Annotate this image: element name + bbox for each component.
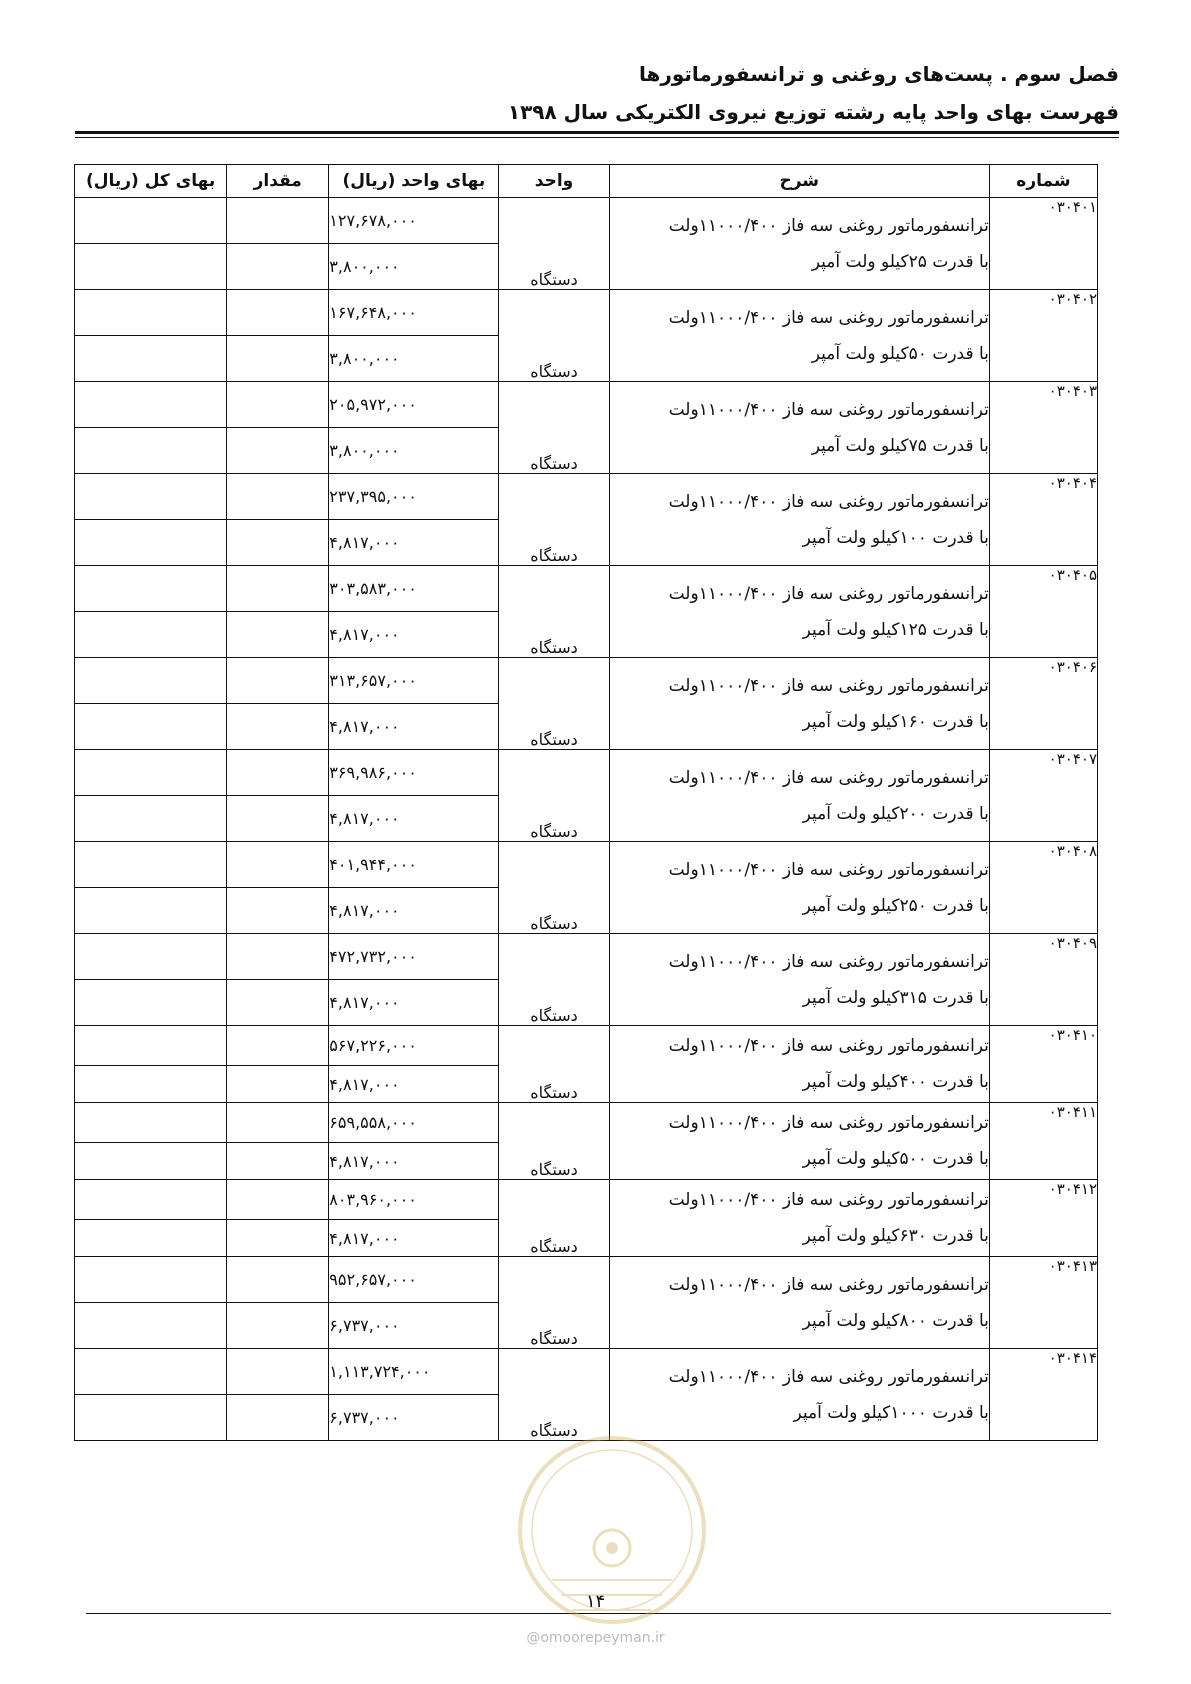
table-row	[75, 750, 1098, 796]
unit-price-supply: ۵۶۷,۲۲۶,۰۰۰	[329, 1026, 499, 1066]
table-row	[75, 566, 1098, 612]
item-number: ۰۳۰۴۱۴	[989, 1349, 1097, 1441]
total-price-cell	[75, 1257, 227, 1303]
item-unit: دستگاه	[499, 1349, 609, 1441]
item-description	[609, 198, 989, 290]
table-row	[75, 1257, 1098, 1303]
item-unit: دستگاه	[499, 934, 609, 1026]
description-line-2: با قدرت ۱۰۰کیلو ولت آمپر	[802, 527, 989, 548]
item-unit: دستگاه	[499, 750, 609, 842]
quantity-cell	[227, 474, 329, 520]
table-row	[75, 1103, 1098, 1143]
item-number: ۰۳۰۴۱۳	[989, 1257, 1097, 1349]
table-row	[75, 198, 1098, 244]
table-row	[75, 290, 1098, 336]
description-line-2: با قدرت ۳۱۵کیلو ولت آمپر	[802, 987, 989, 1008]
quantity-cell	[227, 1066, 329, 1103]
unit-price-install: ۶,۷۳۷,۰۰۰	[329, 1303, 499, 1349]
description-line-1: ترانسفورماتور روغنی سه فاز ۱۱۰۰۰/۴۰۰ولت	[668, 675, 989, 696]
watermark-logo	[512, 1430, 712, 1630]
quantity-cell	[227, 842, 329, 888]
description-line-2: با قدرت ۱۰۰۰کیلو ولت آمپر	[793, 1402, 989, 1423]
col-header-number: شماره	[989, 165, 1097, 198]
item-description	[609, 1103, 989, 1180]
item-unit: دستگاه	[499, 1180, 609, 1257]
unit-price-supply: ۴۰۱,۹۴۴,۰۰۰	[329, 842, 499, 888]
header-rule-thick	[75, 131, 1119, 134]
item-description	[609, 290, 989, 382]
item-description	[609, 1257, 989, 1349]
quantity-cell	[227, 750, 329, 796]
description-line-2: با قدرت ۵۰کیلو ولت آمپر	[811, 343, 989, 364]
unit-price-install: ۴,۸۱۷,۰۰۰	[329, 1066, 499, 1103]
unit-price-install: ۳,۸۰۰,۰۰۰	[329, 244, 499, 290]
table-body	[75, 198, 1098, 1441]
total-price-cell	[75, 566, 227, 612]
description-line-1: ترانسفورماتور روغنی سه فاز ۱۱۰۰۰/۴۰۰ولت	[668, 1190, 989, 1210]
unit-price-supply: ۶۵۹,۵۵۸,۰۰۰	[329, 1103, 499, 1143]
item-unit: دستگاه	[499, 382, 609, 474]
quantity-cell	[227, 1103, 329, 1143]
item-number: ۰۳۰۴۰۹	[989, 934, 1097, 1026]
table-row	[75, 1180, 1098, 1220]
total-price-cell	[75, 658, 227, 704]
total-price-cell	[75, 382, 227, 428]
price-table	[74, 164, 1098, 1441]
unit-price-install: ۴,۸۱۷,۰۰۰	[329, 980, 499, 1026]
unit-price-install: ۴,۸۱۷,۰۰۰	[329, 1143, 499, 1180]
quantity-cell	[227, 336, 329, 382]
item-number: ۰۳۰۴۰۴	[989, 474, 1097, 566]
table-row	[75, 658, 1098, 704]
description-line-2: با قدرت ۷۵کیلو ولت آمپر	[811, 435, 989, 456]
item-number: ۰۳۰۴۰۶	[989, 658, 1097, 750]
unit-price-install: ۴,۸۱۷,۰۰۰	[329, 888, 499, 934]
total-price-cell	[75, 750, 227, 796]
total-price-cell	[75, 1103, 227, 1143]
unit-price-supply: ۳۰۳,۵۸۳,۰۰۰	[329, 566, 499, 612]
description-line-2: با قدرت ۱۶۰کیلو ولت آمپر	[802, 711, 989, 732]
item-description	[609, 658, 989, 750]
quantity-cell	[227, 428, 329, 474]
quantity-cell	[227, 1257, 329, 1303]
quantity-cell	[227, 888, 329, 934]
total-price-cell	[75, 520, 227, 566]
description-line-1: ترانسفورماتور روغنی سه فاز ۱۱۰۰۰/۴۰۰ولت	[668, 1113, 989, 1133]
unit-price-install: ۴,۸۱۷,۰۰۰	[329, 796, 499, 842]
description-line-2: با قدرت ۲۰۰کیلو ولت آمپر	[802, 803, 989, 824]
description-line-1: ترانسفورماتور روغنی سه فاز ۱۱۰۰۰/۴۰۰ولت	[668, 859, 989, 880]
item-unit: دستگاه	[499, 474, 609, 566]
item-number: ۰۳۰۴۰۵	[989, 566, 1097, 658]
description-line-1: ترانسفورماتور روغنی سه فاز ۱۱۰۰۰/۴۰۰ولت	[668, 491, 989, 512]
unit-price-supply: ۱,۱۱۳,۷۲۴,۰۰۰	[329, 1349, 499, 1395]
item-number: ۰۳۰۴۰۳	[989, 382, 1097, 474]
quantity-cell	[227, 1180, 329, 1220]
total-price-cell	[75, 888, 227, 934]
table-row	[75, 474, 1098, 520]
unit-price-supply: ۱۲۷,۶۷۸,۰۰۰	[329, 198, 499, 244]
col-header-quantity: مقدار	[227, 165, 329, 198]
item-number: ۰۳۰۴۰۷	[989, 750, 1097, 842]
price-list-title: فهرست بهای واحد پایه رشته توزیع نیروی الکتریکی سال ۱۳۹۸	[507, 100, 1119, 124]
total-price-cell	[75, 1066, 227, 1103]
quantity-cell	[227, 1395, 329, 1441]
item-unit: دستگاه	[499, 198, 609, 290]
unit-price-supply: ۲۰۵,۹۷۲,۰۰۰	[329, 382, 499, 428]
item-description	[609, 1180, 989, 1257]
col-header-total-price: بهای کل (ریال)	[75, 165, 227, 198]
item-number: ۰۳۰۴۰۸	[989, 842, 1097, 934]
item-description	[609, 1026, 989, 1103]
description-line-2: با قدرت ۶۳۰کیلو ولت آمپر	[802, 1226, 989, 1246]
item-description	[609, 474, 989, 566]
unit-price-supply: ۳۶۹,۹۸۶,۰۰۰	[329, 750, 499, 796]
table-row	[75, 1349, 1098, 1395]
item-unit: دستگاه	[499, 842, 609, 934]
description-line-1: ترانسفورماتور روغنی سه فاز ۱۱۰۰۰/۴۰۰ولت	[668, 215, 989, 236]
description-line-1: ترانسفورماتور روغنی سه فاز ۱۱۰۰۰/۴۰۰ولت	[668, 1366, 989, 1387]
total-price-cell	[75, 612, 227, 658]
total-price-cell	[75, 1395, 227, 1441]
quantity-cell	[227, 1303, 329, 1349]
unit-price-install: ۴,۸۱۷,۰۰۰	[329, 520, 499, 566]
total-price-cell	[75, 1026, 227, 1066]
site-url: @omoorepeyman.ir	[526, 1630, 665, 1646]
description-line-2: با قدرت ۴۰۰کیلو ولت آمپر	[802, 1072, 989, 1092]
quantity-cell	[227, 658, 329, 704]
unit-price-install: ۴,۸۱۷,۰۰۰	[329, 1220, 499, 1257]
total-price-cell	[75, 934, 227, 980]
description-line-2: با قدرت ۲۵۰کیلو ولت آمپر	[802, 895, 989, 916]
col-header-description: شرح	[609, 165, 989, 198]
table-row	[75, 842, 1098, 888]
col-header-unit: واحد	[499, 165, 609, 198]
quantity-cell	[227, 612, 329, 658]
total-price-cell	[75, 1349, 227, 1395]
total-price-cell	[75, 336, 227, 382]
item-unit: دستگاه	[499, 1257, 609, 1349]
unit-price-install: ۶,۷۳۷,۰۰۰	[329, 1395, 499, 1441]
description-line-1: ترانسفورماتور روغنی سه فاز ۱۱۰۰۰/۴۰۰ولت	[668, 399, 989, 420]
total-price-cell	[75, 704, 227, 750]
unit-price-install: ۳,۸۰۰,۰۰۰	[329, 428, 499, 474]
unit-price-install: ۴,۸۱۷,۰۰۰	[329, 704, 499, 750]
item-description	[609, 842, 989, 934]
col-header-unit-price: بهای واحد (ریال)	[329, 165, 499, 198]
quantity-cell	[227, 796, 329, 842]
table-row	[75, 1026, 1098, 1066]
total-price-cell	[75, 428, 227, 474]
total-price-cell	[75, 980, 227, 1026]
quantity-cell	[227, 382, 329, 428]
quantity-cell	[227, 520, 329, 566]
unit-price-supply: ۹۵۲,۶۵۷,۰۰۰	[329, 1257, 499, 1303]
description-line-2: با قدرت ۸۰۰کیلو ولت آمپر	[802, 1310, 989, 1331]
unit-price-install: ۴,۸۱۷,۰۰۰	[329, 612, 499, 658]
item-unit: دستگاه	[499, 566, 609, 658]
chapter-title: فصل سوم . پست‌های روغنی و ترانسفورماتورها	[638, 62, 1119, 86]
item-number: ۰۳۰۴۱۰	[989, 1026, 1097, 1103]
description-line-2: با قدرت ۵۰۰کیلو ولت آمپر	[802, 1149, 989, 1169]
table-row	[75, 934, 1098, 980]
item-description	[609, 750, 989, 842]
item-number: ۰۳۰۴۱۱	[989, 1103, 1097, 1180]
item-number: ۰۳۰۴۰۲	[989, 290, 1097, 382]
quantity-cell	[227, 566, 329, 612]
table-row	[75, 382, 1098, 428]
quantity-cell	[227, 1220, 329, 1257]
item-unit: دستگاه	[499, 1103, 609, 1180]
quantity-cell	[227, 198, 329, 244]
description-line-1: ترانسفورماتور روغنی سه فاز ۱۱۰۰۰/۴۰۰ولت	[668, 1036, 989, 1056]
item-description	[609, 934, 989, 1026]
unit-price-supply: ۸۰۳,۹۶۰,۰۰۰	[329, 1180, 499, 1220]
description-line-2: با قدرت ۲۵کیلو ولت آمپر	[811, 251, 989, 272]
total-price-cell	[75, 474, 227, 520]
table-header-row	[75, 165, 1098, 198]
description-line-2: با قدرت ۱۲۵کیلو ولت آمپر	[802, 619, 989, 640]
unit-price-install: ۳,۸۰۰,۰۰۰	[329, 336, 499, 382]
item-unit: دستگاه	[499, 290, 609, 382]
page-number: ۱۴	[585, 1591, 606, 1612]
header-rule-thin	[75, 137, 1119, 138]
total-price-cell	[75, 1143, 227, 1180]
total-price-cell	[75, 796, 227, 842]
unit-price-supply: ۱۶۷,۶۴۸,۰۰۰	[329, 290, 499, 336]
quantity-cell	[227, 1349, 329, 1395]
total-price-cell	[75, 244, 227, 290]
item-description	[609, 382, 989, 474]
unit-price-supply: ۴۷۲,۷۳۲,۰۰۰	[329, 934, 499, 980]
item-unit: دستگاه	[499, 1026, 609, 1103]
total-price-cell	[75, 198, 227, 244]
total-price-cell	[75, 842, 227, 888]
item-unit: دستگاه	[499, 658, 609, 750]
quantity-cell	[227, 290, 329, 336]
unit-price-supply: ۳۱۳,۶۵۷,۰۰۰	[329, 658, 499, 704]
unit-price-supply: ۲۳۷,۳۹۵,۰۰۰	[329, 474, 499, 520]
item-description	[609, 1349, 989, 1441]
description-line-1: ترانسفورماتور روغنی سه فاز ۱۱۰۰۰/۴۰۰ولت	[668, 307, 989, 328]
description-line-1: ترانسفورماتور روغنی سه فاز ۱۱۰۰۰/۴۰۰ولت	[668, 583, 989, 604]
quantity-cell	[227, 1026, 329, 1066]
quantity-cell	[227, 934, 329, 980]
quantity-cell	[227, 1143, 329, 1180]
description-line-1: ترانسفورماتور روغنی سه فاز ۱۱۰۰۰/۴۰۰ولت	[668, 951, 989, 972]
quantity-cell	[227, 980, 329, 1026]
total-price-cell	[75, 1180, 227, 1220]
quantity-cell	[227, 244, 329, 290]
item-number: ۰۳۰۴۱۲	[989, 1180, 1097, 1257]
description-line-1: ترانسفورماتور روغنی سه فاز ۱۱۰۰۰/۴۰۰ولت	[668, 1274, 989, 1295]
item-description	[609, 566, 989, 658]
quantity-cell	[227, 704, 329, 750]
item-number: ۰۳۰۴۰۱	[989, 198, 1097, 290]
total-price-cell	[75, 1303, 227, 1349]
description-line-1: ترانسفورماتور روغنی سه فاز ۱۱۰۰۰/۴۰۰ولت	[668, 767, 989, 788]
total-price-cell	[75, 290, 227, 336]
total-price-cell	[75, 1220, 227, 1257]
